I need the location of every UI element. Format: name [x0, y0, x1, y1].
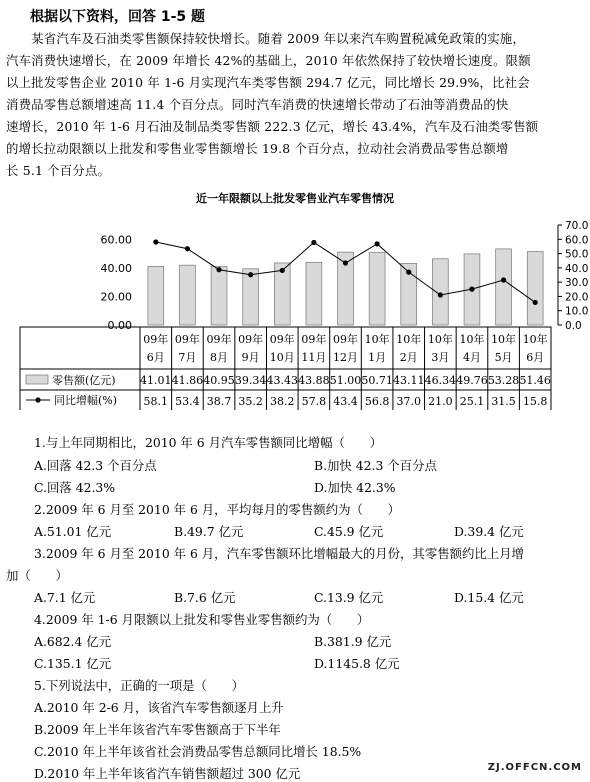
bar [211, 267, 227, 326]
bar-data-label: 50.71 [361, 374, 393, 387]
legend-bar-label: 零售额(亿元) [52, 374, 116, 387]
bar-data-label: 43.43 [266, 374, 299, 387]
q3-option-c: C.13.9 亿元 [314, 590, 384, 605]
line-data-label: 56.8 [364, 395, 390, 408]
x-tick-label-year: 10年 [522, 333, 548, 346]
legend-line-marker [35, 397, 40, 402]
watermark-url: ZJ.OFFCN.COM [487, 762, 582, 773]
x-tick-label-year: 09年 [269, 333, 295, 346]
x-tick-label-month: 1月 [368, 351, 387, 364]
bar [432, 259, 448, 325]
bar-data-label: 49.76 [456, 374, 488, 387]
q5-option-c: C.2010 年上半年该省社会消费品零售总额同比增长 18.5% [34, 744, 362, 759]
x-tick-label-month: 4月 [462, 351, 481, 364]
line-point [469, 287, 474, 292]
x-tick-label-month: 6月 [526, 351, 545, 364]
x-tick-label-month: 12月 [333, 351, 358, 364]
q4-option-c: C.135.1 亿元 [34, 656, 112, 671]
legend-bar-swatch [26, 375, 48, 384]
right-axis-tick-label: 40.0 [565, 262, 589, 275]
q3-option-b: B.7.6 亿元 [174, 590, 236, 605]
q3-option-d: D.15.4 亿元 [454, 590, 524, 605]
x-tick-label-month: 9月 [241, 351, 260, 364]
right-axis-tick-label: 30.0 [565, 277, 589, 290]
line-point [216, 267, 221, 272]
passage-line: 速增长，2010 年 1-6 月石油及制品类零售额 222.3 亿元，增长 43.4%，汽车及石油类零售额 [6, 119, 539, 134]
line-point [153, 239, 158, 244]
line-data-label: 31.5 [491, 395, 516, 408]
bar [306, 262, 322, 325]
right-axis-tick-label: 50.0 [565, 248, 589, 261]
x-tick-label-year: 10年 [491, 333, 517, 346]
line-data-label: 58.1 [143, 395, 169, 408]
q5-option-b: B.2009 年上半年该省汽车零售额高于下半年 [34, 722, 281, 737]
line-data-label: 43.4 [333, 395, 358, 408]
section-heading: 根据以下资料，回答 1-5 题 [30, 9, 206, 25]
x-tick-label-year: 10年 [364, 333, 390, 346]
passage-line: 长 5.1 个百分点。 [6, 163, 111, 178]
question-4: 4.2009 年 1-6 月限额以上批发和零售业零售额约为（ ） [34, 612, 370, 627]
q2-option-c: C.45.9 亿元 [314, 524, 384, 539]
question-1: 1.与上年同期相比，2010 年 6 月汽车零售额同比增幅（ ） [34, 435, 383, 450]
left-axis-tick-label: 0.00 [107, 319, 132, 332]
passage-line: 汽车消费快速增长，在 2009 年增长 42%的基础上，2010 年依然保持了较快增长速度。限额 [6, 53, 531, 68]
q1-option-b: B.加快 42.3 个百分点 [314, 458, 437, 473]
passage-line: 某省汽车及石油类零售额保持较快增长。随着 2009 年以来汽车购置税减免政策的实施， [6, 31, 526, 46]
question-2: 2.2009 年 6 月至 2010 年 6 月，平均每月的零售额约为（ ） [34, 502, 401, 517]
x-tick-label-month: 11月 [301, 351, 327, 364]
bar [180, 265, 196, 325]
left-axis-tick-label: 40.00 [100, 261, 132, 275]
line-data-label: 53.4 [175, 395, 200, 408]
x-tick-label-year: 09年 [174, 333, 200, 346]
question-5: 5.下列说法中，正确的一项是（ ） [34, 678, 245, 693]
line-point [533, 300, 538, 305]
line-data-label: 57.8 [301, 395, 327, 408]
x-tick-label-year: 09年 [206, 333, 232, 346]
question-3-cont: 加（ ） [6, 568, 68, 583]
right-axis-tick-label: 0.0 [565, 320, 582, 332]
x-tick-label-month: 3月 [431, 351, 450, 364]
line-data-label: 35.2 [238, 395, 263, 408]
bar-data-label: 46.34 [424, 374, 457, 387]
line-point [501, 277, 506, 282]
bar [148, 266, 164, 325]
line-data-label: 21.0 [428, 395, 453, 408]
x-tick-label-year: 09年 [238, 333, 264, 346]
q3-option-a: A.7.1 亿元 [34, 590, 96, 605]
q5-option-a: A.2010 年 2-6 月，该省汽车零售额逐月上升 [34, 700, 284, 715]
q4-option-a: A.682.4 亿元 [34, 634, 112, 649]
q2-option-b: B.49.7 亿元 [174, 524, 244, 539]
x-tick-label-year: 09年 [143, 333, 169, 346]
line-point [406, 270, 411, 275]
bar-data-label: 53.28 [487, 374, 520, 387]
x-tick-label-month: 8月 [210, 351, 229, 364]
line-point [248, 272, 253, 277]
passage-line: 的增长拉动限额以上批发和零售业零售额增长 19.8 个百分点，拉动社会消费品零售总额增 [6, 141, 509, 156]
q2-option-a: A.51.01 亿元 [34, 524, 112, 539]
bar-data-label: 40.95 [203, 374, 235, 387]
line-data-label: 38.7 [206, 395, 232, 408]
q1-option-c: C.回落 42.3% [34, 480, 116, 495]
bar-data-label: 41.01 [140, 374, 172, 387]
x-tick-label-year: 10年 [427, 333, 453, 346]
left-axis-tick-label: 60.00 [100, 233, 132, 247]
right-axis-tick-label: 20.0 [565, 291, 589, 304]
q5-option-d: D.2010 年上半年该省汽车销售额超过 300 亿元 [34, 766, 301, 781]
line-data-label: 15.8 [522, 395, 548, 408]
line-point [375, 241, 380, 246]
bar-data-label: 43.11 [392, 374, 425, 387]
x-tick-label-month: 5月 [494, 351, 513, 364]
line-data-label: 37.0 [396, 395, 421, 408]
bar-data-label: 41.86 [171, 374, 204, 387]
q2-option-d: D.39.4 亿元 [454, 524, 524, 539]
bar-data-label: 39.34 [234, 374, 267, 387]
bar [496, 249, 512, 325]
x-tick-label-year: 09年 [333, 333, 358, 346]
question-3: 3.2009 年 6 月至 2010 年 6 月，汽车零售额环比增幅最大的月份，其零售额约比上月增 [34, 546, 524, 561]
legend-line-label: 同比增幅(%) [54, 394, 118, 407]
x-tick-label-year: 10年 [459, 333, 485, 346]
x-tick-label-month: 7月 [178, 351, 197, 364]
x-tick-label-month: 2月 [399, 351, 418, 364]
x-tick-label-month: 6月 [146, 351, 165, 364]
line-data-label: 38.2 [270, 395, 295, 408]
bar-data-label: 51.00 [329, 374, 362, 387]
chart-title: 近一年限额以上批发零售业汽车零售情况 [196, 192, 394, 205]
q1-option-d: D.加快 42.3% [314, 480, 396, 495]
line-data-label: 25.1 [459, 395, 485, 408]
bar [527, 251, 543, 325]
bar-data-label: 43.88 [298, 374, 330, 387]
q4-option-b: B.381.9 亿元 [314, 634, 392, 649]
left-axis-tick-label: 20.00 [100, 290, 132, 304]
passage-line: 消费品零售总额增速高 11.4 个百分点。同时汽车消费的快速增长带动了石油等消费品的快 [6, 97, 509, 112]
right-axis-tick-label: 60.0 [565, 234, 589, 247]
bar [369, 253, 385, 325]
line-point [343, 260, 348, 265]
line-point [185, 246, 190, 251]
right-axis-tick-label: 70.0 [565, 220, 589, 232]
x-tick-label-month: 10月 [269, 351, 295, 364]
line-point [438, 292, 443, 297]
right-axis-tick-label: 10.0 [565, 305, 589, 318]
line-point [280, 268, 285, 273]
q4-option-d: D.1145.8 亿元 [314, 656, 400, 671]
passage-paragraph [6, 28, 584, 182]
q1-option-a: A.回落 42.3 个百分点 [34, 458, 157, 473]
bar-data-label: 51.46 [519, 374, 551, 387]
passage-line: 以上批发零售企业 2010 年 1-6 月实现汽车类零售额 294.7 亿元，同比增长 29.9%，比社会 [6, 75, 530, 90]
x-tick-label-year: 09年 [301, 333, 327, 346]
x-tick-label-year: 10年 [396, 333, 422, 346]
combo-chart [0, 205, 590, 410]
line-point [311, 240, 316, 245]
